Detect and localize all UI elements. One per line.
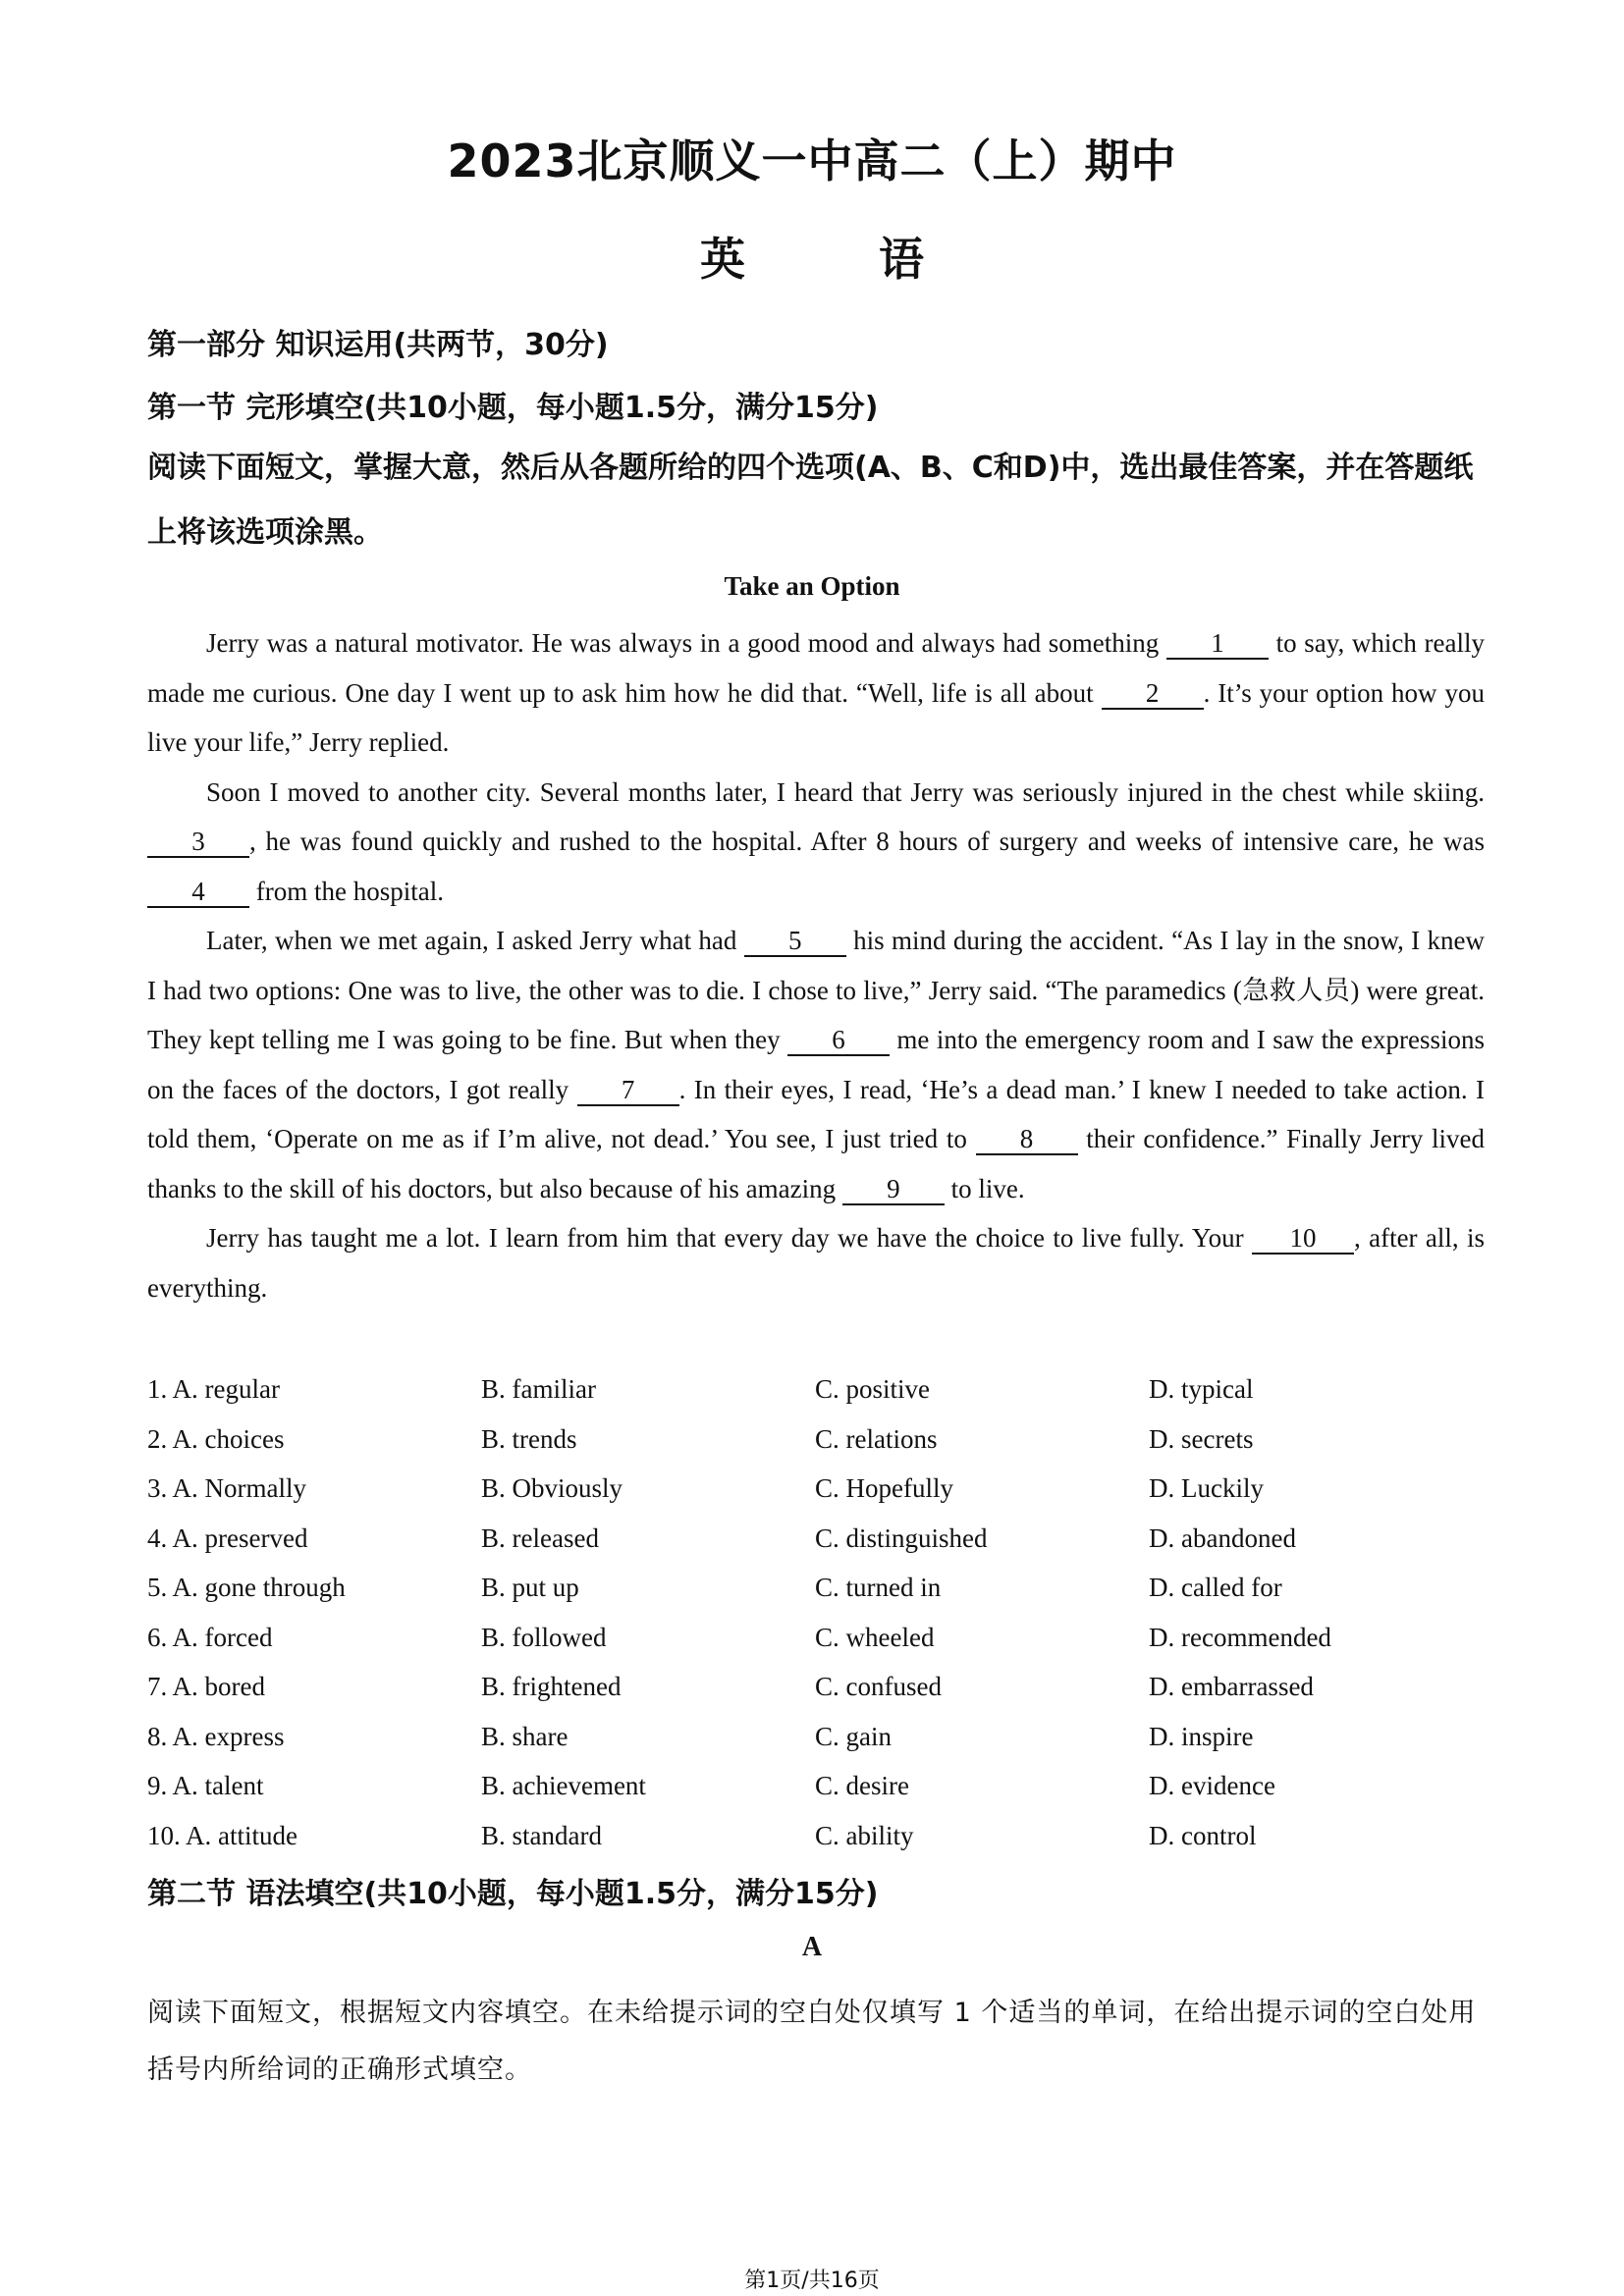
option: B. familiar [481,1374,596,1404]
option: B. trends [481,1423,577,1454]
option-row-6 [147,1613,1485,1663]
passage-paragraph-3 [147,916,1485,1213]
option-row-2 [147,1415,1485,1465]
blank-3: 3 [147,827,249,858]
option-row-7 [147,1662,1485,1712]
blank-1: 1 [1166,628,1269,660]
option-row-4 [147,1514,1485,1564]
section2-label: A [801,1932,823,1962]
passage-text: . In their eyes, I read, ‘He’s a dead man.’ I knew I needed to take action. I told them, ‘Operate on me as if I’m alive, not dead.’ You see, I just tried to [147,1074,1485,1153]
option-row-9 [147,1761,1485,1811]
blank-7: 7 [577,1075,679,1106]
passage-text: Later, when we met again, I asked Jerry what had [206,926,744,955]
passage-text: me into the emergency room and I saw the expressions on the faces of the doctors, I got really [147,1025,1486,1104]
passage-paragraph-2 [147,768,1485,917]
passage-text: from the hospital. [249,876,444,906]
option: C. distinguished [815,1522,988,1553]
subject-title: 英 语 [699,233,983,286]
option-row-10 [147,1811,1485,1861]
option: C. ability [815,1820,914,1850]
option: C. Hopefully [815,1473,953,1503]
option: D. inspire [1149,1721,1254,1751]
cloze-passage [147,618,1485,1312]
option: B. achievement [481,1771,646,1800]
option: D. typical [1149,1374,1254,1404]
option: 8. A. express [147,1721,285,1751]
option: C. turned in [815,1573,942,1602]
passage-paragraph-4 [147,1213,1485,1312]
section1-instructions: 阅读下面短文，掌握大意，然后从各题所给的四个选项(A、B、C和D)中，选出最佳答案，并在答题纸上将该选项涂黑。 [147,451,1474,550]
option: C. confused [815,1672,942,1701]
option-row-3 [147,1464,1485,1514]
option: D. evidence [1149,1771,1275,1800]
option: B. released [481,1522,599,1553]
exam-title: 2023北京顺义一中高二（上）期中 [447,134,1177,187]
passage-text: their confidence.” Finally Jerry lived thanks to the skill of his doctors, but also because of his amazing [147,1124,1485,1203]
option: 9. A. talent [147,1771,264,1800]
option: D. embarrassed [1149,1672,1314,1701]
section2-heading: 第二节 语法填空(共10小题，每小题1.5分，满分15分) [147,1877,879,1911]
option: D. called for [1149,1573,1282,1602]
passage-paragraph-1 [147,618,1485,768]
option-row-5 [147,1563,1485,1613]
blank-8: 8 [976,1124,1078,1155]
option: C. positive [815,1374,931,1404]
answer-options [147,1364,1485,1860]
passage-text: , he was found quickly and rushed to the hospital. After 8 hours of surgery and weeks of intensive care, he was [249,827,1485,856]
passage-text: to say, which really made me curious. One day I went up to ask him how he did that. “Well, life is all about [147,628,1485,708]
option: 4. A. preserved [147,1522,308,1553]
option: 7. A. bored [147,1672,265,1701]
passage-text: Jerry was a natural motivator. He was always in a good mood and always had something [206,628,1166,658]
option: 1. A. regular [147,1374,280,1404]
blank-4: 4 [147,877,249,908]
option: C. gain [815,1721,892,1751]
option: 3. A. Normally [147,1473,306,1503]
option: B. Obviously [481,1473,623,1503]
section1-heading: 第一节 完形填空(共10小题，每小题1.5分，满分15分) [147,391,879,425]
option: D. secrets [1149,1423,1254,1454]
passage-text: Soon I moved to another city. Several months later, I heard that Jerry was seriously injured in the chest while skiing. [206,776,1485,807]
passage-text: his mind during the accident. “As I lay in the snow, I knew I had two options: One was to live, the other was to die. I chose to live,” Jerry said. “The paramedics (急救人员) were great. They kept telling me I was going to be fine. But when they [147,926,1486,1054]
passage-text: Jerry has taught me a lot. I learn from him that every day we have the choice to live fully. Your [206,1223,1252,1253]
blank-10: 10 [1252,1223,1354,1255]
option: 10. A. attitude [147,1820,298,1850]
passage-text: to live. [944,1173,1025,1203]
option: C. relations [815,1423,938,1454]
option: B. standard [481,1820,602,1850]
section2-instructions: 阅读下面短文，根据短文内容填空。在未给提示词的空白处仅填写 1 个适当的单词，在给出提示词的空白处用括号内所给词的正确形式填空。 [147,1998,1477,2085]
option-row-1 [147,1364,1485,1415]
passage-title: Take an Option [724,571,900,601]
option: D. control [1149,1820,1257,1850]
option: 5. A. gone through [147,1573,346,1602]
option: C. wheeled [815,1622,935,1652]
option: 2. A. choices [147,1423,285,1454]
option: D. recommended [1149,1622,1331,1652]
option: B. share [481,1721,568,1751]
blank-6: 6 [787,1025,890,1056]
option: B. frightened [481,1672,622,1701]
blank-5: 5 [744,926,846,957]
option: B. put up [481,1573,579,1602]
option: D. abandoned [1149,1522,1296,1553]
option-row-8 [147,1712,1485,1762]
passage-text: . It’s your option how you live your life,” Jerry replied. [147,677,1485,757]
option: 6. A. forced [147,1622,273,1652]
blank-9: 9 [842,1174,945,1205]
option: C. desire [815,1771,909,1800]
page-number: 第1页/共16页 [744,2269,880,2293]
option: D. Luckily [1149,1473,1264,1503]
option: B. followed [481,1622,607,1652]
passage-text: , after all, is everything. [147,1223,1485,1303]
blank-2: 2 [1102,678,1204,710]
part1-heading: 第一部分 知识运用(共两节，30分) [147,328,609,362]
